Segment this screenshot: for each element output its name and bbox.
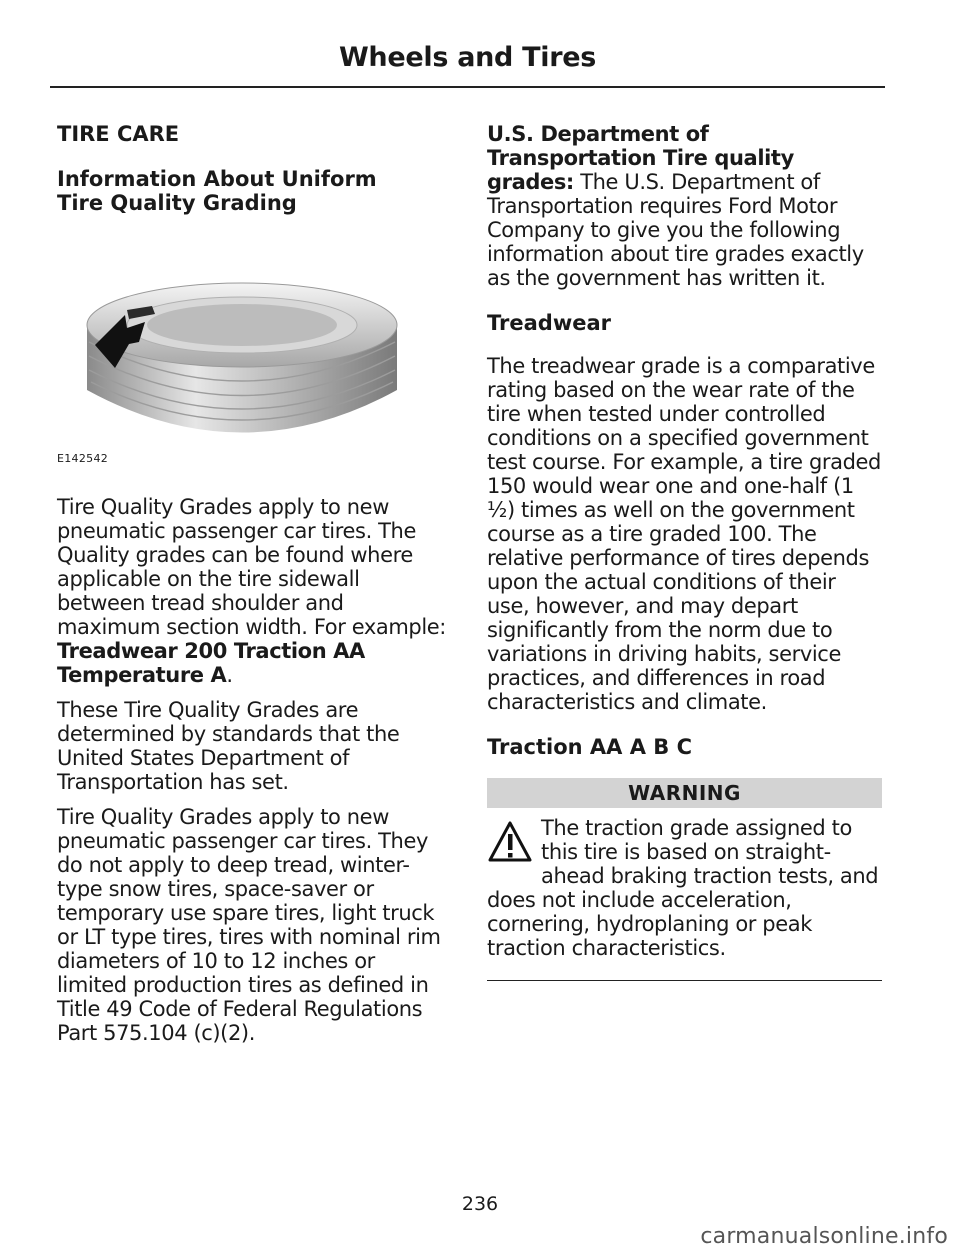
tire-illustration-icon (77, 270, 407, 450)
warning-text: The traction grade assigned to this tire is based on straight-ahead braking traction tests, and does not include acceleration, cornering, hydroplaning or peak traction characteristics. (487, 816, 879, 960)
warning-box (487, 778, 882, 981)
page-header (50, 38, 885, 88)
dot-paragraph (487, 122, 882, 290)
figure-code: E142542 (57, 452, 109, 465)
dot-text: The U.S. Department of Transportation requires Ford Motor Company to give you the following information about tire grades exactly as the government has written it. (487, 170, 864, 290)
page-number: 236 (461, 1193, 499, 1215)
period: . (226, 663, 233, 687)
watermark: carmanualsonline.info (700, 1224, 948, 1249)
page-title: Wheels and Tires (338, 42, 597, 73)
warning-label: WARNING (487, 778, 882, 808)
tire-figure (57, 270, 450, 470)
subsection-title (57, 167, 450, 215)
traction-heading: Traction AA A B C (487, 735, 693, 759)
paragraph-text: Tire Quality Grades apply to new pneumatic passenger car tires. The Quality grades can be found where applicable on the tire sidewall between tread shoulder and maximum section width. For example: (57, 495, 446, 639)
subsection-title-line1: Information About Uniform (57, 167, 377, 191)
right-column (487, 122, 882, 981)
paragraph-quality-grades (57, 495, 450, 687)
example-grades: Treadwear 200 Traction AA Temperature A (57, 639, 365, 687)
warning-body (487, 816, 882, 981)
warning-triangle-icon (487, 819, 533, 865)
section-title: TIRE CARE (57, 122, 180, 146)
paragraph-exclusions: Tire Quality Grades apply to new pneumatic passenger car tires. They do not apply to deep tread, winter-type snow tires, space-saver or temporary use spare tires, light truck or LT type tires, tires with nominal rim diameters of 10 to 12 inches or limited production tires as defined in Title 49 Code of Federal Regulations Part 575.104 (c)(2). (57, 805, 441, 1045)
paragraph-standards: These Tire Quality Grades are determined by standards that the United States Department of Transportation has set. (57, 698, 400, 794)
subsection-title-line2: Tire Quality Grading (57, 191, 297, 215)
treadwear-paragraph: The treadwear grade is a comparative rating based on the wear rate of the tire when tested under controlled conditions on a specified government test course. For example, a tire graded 150 would wear one and one-half (1 ½) times as well on the government course as a tire graded 100. The relative performance of tires depends upon the actual conditions of their use, however, and may depart significantly from the norm due to variations in driving habits, service practices, and differences in road characteristics and climate. (487, 354, 881, 714)
treadwear-heading: Treadwear (487, 311, 611, 335)
dot-heading: U.S. Department of Transportation Tire quality grades: (487, 122, 794, 194)
left-column (57, 122, 450, 1056)
